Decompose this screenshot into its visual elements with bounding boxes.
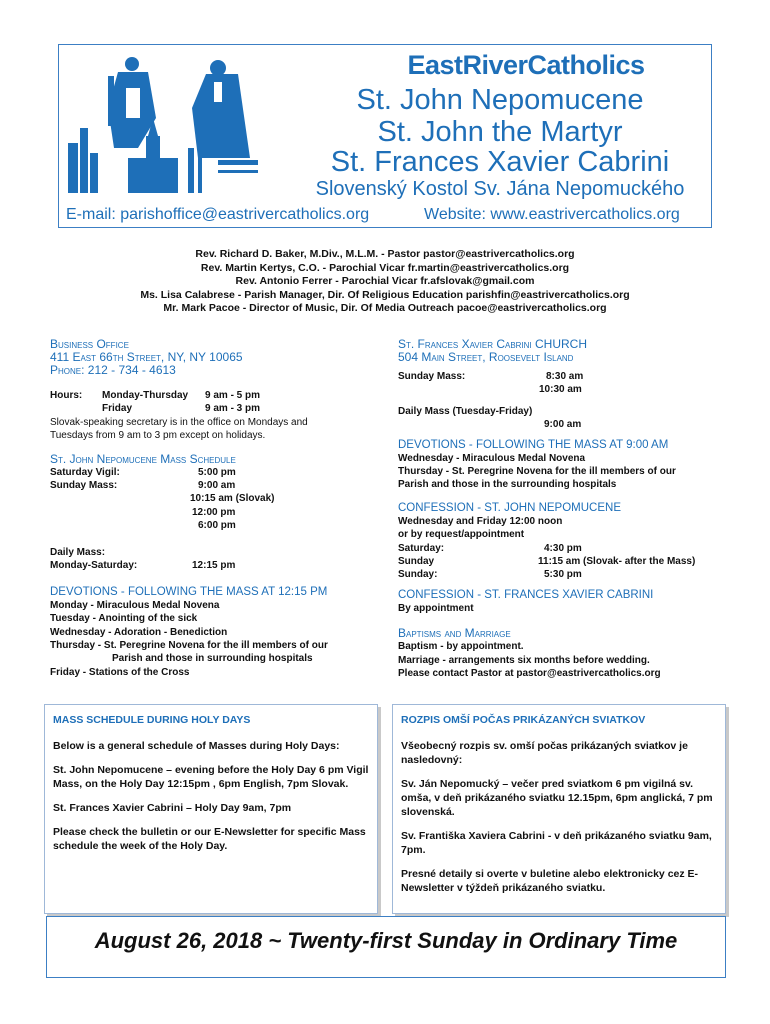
confession-cabrini-title: CONFESSION - ST. FRANCES XAVIER CABRINI: [398, 588, 654, 601]
brand-name: EastRiverCatholics: [407, 50, 645, 80]
baptism-line: Please contact Pastor at pastor@eastrivercatholics.org: [398, 667, 661, 679]
holy-days-english-title: MASS SCHEDULE DURING HOLY DAYS: [53, 714, 251, 726]
holy-days-english-box: [44, 704, 378, 914]
holy-days-paragraph: St. Frances Xavier Cabrini – Holy Day 9am, 7pm: [53, 802, 292, 814]
devotion-line: Thursday - St. Peregrine Novena for the ill members of our: [398, 465, 676, 477]
devotion-line: Parish and those in surrounding hospitals: [112, 653, 313, 665]
clergy-line: Rev. Antonio Ferrer - Parochial Vicar fr.afslovak@gmail.com: [235, 275, 535, 287]
sunday-time: 6:00 pm: [198, 520, 236, 532]
cabrini-sunday-label: Sunday Mass:: [398, 371, 466, 382]
hours-time-1: 9 am - 5 pm: [205, 390, 261, 401]
slovak-church-name: Slovenský Kostol Sv. Jána Nepomuckého: [315, 178, 685, 200]
business-office-title: Business Office: [50, 337, 129, 351]
holy-days-paragraph: St. John Nepomucene – evening before the Holy Day 6 pm Vigil Mass, on the Holy Day 12:15pm , 6pm English, 7pm Slovak.: [53, 764, 369, 790]
left-column: [50, 338, 380, 679]
holy-days-paragraph: Všeobecný rozpis sv. omší počas prikázaných sviatkov je nasledovný:: [401, 740, 688, 766]
sunday-time: 12:00 pm: [192, 506, 236, 518]
hours-day-2: Friday: [102, 403, 133, 415]
confession-sun-label: Sunday:: [398, 569, 438, 581]
clergy-list: [0, 248, 770, 316]
confession-sun-time: 5:30 pm: [544, 569, 582, 581]
cabrini-sunday-time: 8:30 am: [546, 371, 584, 382]
clergy-line: Rev. Martin Kertys, C.O. - Parochial Vicar fr.martin@eastrivercatholics.org: [200, 261, 570, 274]
devotion-line: Thursday - St. Peregrine Novena for the ill members of our: [50, 639, 328, 651]
sunday-time: 10:15 am (Slovak): [190, 493, 275, 505]
daily-mass-label: Daily Mass:: [50, 546, 106, 558]
hours-day-1: Monday-Thursday: [102, 390, 189, 401]
baptism-line: Baptism - by appointment.: [398, 641, 524, 653]
sjn-schedule-title: St. John Nepomucene Mass Schedule: [50, 451, 236, 466]
cabrini-daily-time: 9:00 am: [544, 419, 582, 431]
hours-row: [50, 389, 380, 402]
email-link[interactable]: E-mail: parishoffice@eastrivercatholics.org: [66, 206, 370, 223]
parish-name-3: St. Frances Xavier Cabrini: [330, 146, 670, 178]
mon-sat-label: Monday-Saturday:: [50, 560, 138, 572]
vigil-time: 5:00 pm: [198, 466, 236, 478]
right-column: [398, 338, 728, 680]
holy-days-paragraph: Presné detaily si overte v buletine alebo elektronicky cez E-Newsletter v týždeň prikázaného sviatku.: [401, 868, 699, 894]
devotion-line: Parish and those in the surrounding hospitals: [398, 479, 617, 491]
sunday-time: 9:00 am: [198, 479, 236, 491]
holy-days-slovak-box: [392, 704, 726, 914]
parish-name-2: St. John the Martyr: [377, 116, 623, 148]
hours-label: Hours:: [50, 390, 83, 401]
bulletin-date-title: August 26, 2018 ~ Twenty-first Sunday in Ordinary Time: [94, 928, 678, 953]
cabrini-devotions-title: DEVOTIONS - FOLLOWING THE MASS AT 9:00 AM: [398, 438, 669, 451]
website-link[interactable]: Website: www.eastrivercatholics.org: [424, 206, 680, 223]
holy-days-paragraph: Sv. Františka Xaviera Cabrini - v deň prikázaného sviatku 9am, 7pm.: [401, 830, 712, 856]
mon-sat-time: 12:15 pm: [192, 560, 236, 572]
holy-days-paragraph: Sv. Ján Nepomucký – večer pred sviatkom 6 pm vigilná sv. omša, v deň prikázaného sviatku 12.15pm, 6pm anglická, 7 pm slovenská.: [401, 778, 713, 818]
hours-time-2: 9 am - 3 pm: [205, 403, 261, 415]
cabrini-sunday-time: 10:30 am: [539, 384, 582, 396]
confession-cabrini-line: By appointment: [398, 602, 474, 614]
confession-line: Wednesday and Friday 12:00 noon: [398, 515, 563, 527]
sjn-devotions-title: DEVOTIONS - FOLLOWING THE MASS AT 12:15 PM: [50, 585, 328, 598]
devotion-line: Tuesday - Anointing of the sick: [50, 613, 198, 625]
baptisms-title: Baptisms and Marriage: [398, 626, 511, 641]
baptism-line: Marriage - arrangements six months before wedding.: [398, 654, 650, 666]
parish-logo-illustration: [68, 48, 308, 198]
business-office-address: 411 East 66th Street, NY, NY 10065: [50, 350, 243, 364]
clergy-line: Rev. Richard D. Baker, M.Div., M.L.M. - Pastor pastor@eastrivercatholics.org: [195, 248, 575, 260]
confession-sun-label: Sunday: [398, 555, 435, 567]
confession-line: or by request/appointment: [398, 529, 525, 541]
confession-sat-label: Saturday:: [398, 542, 445, 554]
holy-days-slovak-title: ROZPIS OMŠÍ POČAS PRIKÁZANÝCH SVIATKOV: [401, 714, 646, 726]
holy-days-paragraph: Below is a general schedule of Masses during Holy Days:: [53, 740, 340, 752]
clergy-line: Ms. Lisa Calabrese - Parish Manager, Dir. Of Religious Education parishfin@eastrivercatholics.org: [140, 288, 630, 301]
slovak-secretary-note: Slovak-speaking secretary is in the office on Mondays and Tuesdays from 9 am to 3 pm except on holidays.: [50, 416, 308, 442]
parish-name-1: St. John Nepomucene: [356, 84, 644, 116]
clergy-line: Mr. Mark Pacoe - Director of Music, Dir. Of Media Outreach pacoe@eastrivercatholics.org: [163, 302, 607, 314]
business-office-phone: Phone: 212 - 734 - 4613: [50, 363, 176, 377]
devotion-line: Friday - Stations of the Cross: [50, 666, 190, 678]
cabrini-title: St. Frances Xavier Cabrini CHURCH: [398, 337, 587, 351]
cabrini-daily-label: Daily Mass (Tuesday-Friday): [398, 405, 533, 417]
vigil-label: Saturday Vigil:: [50, 466, 120, 478]
confession-sun-time: 11:15 am (Slovak- after the Mass): [538, 555, 696, 567]
devotion-line: Wednesday - Adoration - Benediction: [50, 626, 228, 638]
cabrini-address: 504 Main Street, Roosevelt Island: [398, 350, 574, 364]
confession-sat-time: 4:30 pm: [544, 542, 582, 554]
holy-days-paragraph: Please check the bulletin or our E-Newsletter for specific Mass schedule the week of the Holy Day.: [53, 826, 366, 852]
sunday-mass-label: Sunday Mass:: [50, 479, 118, 491]
devotion-line: Wednesday - Miraculous Medal Novena: [398, 452, 586, 464]
devotion-line: Monday - Miraculous Medal Novena: [50, 599, 220, 611]
confession-sjn-title: CONFESSION - ST. JOHN NEPOMUCENE: [398, 501, 621, 514]
hours-row: [50, 402, 380, 415]
